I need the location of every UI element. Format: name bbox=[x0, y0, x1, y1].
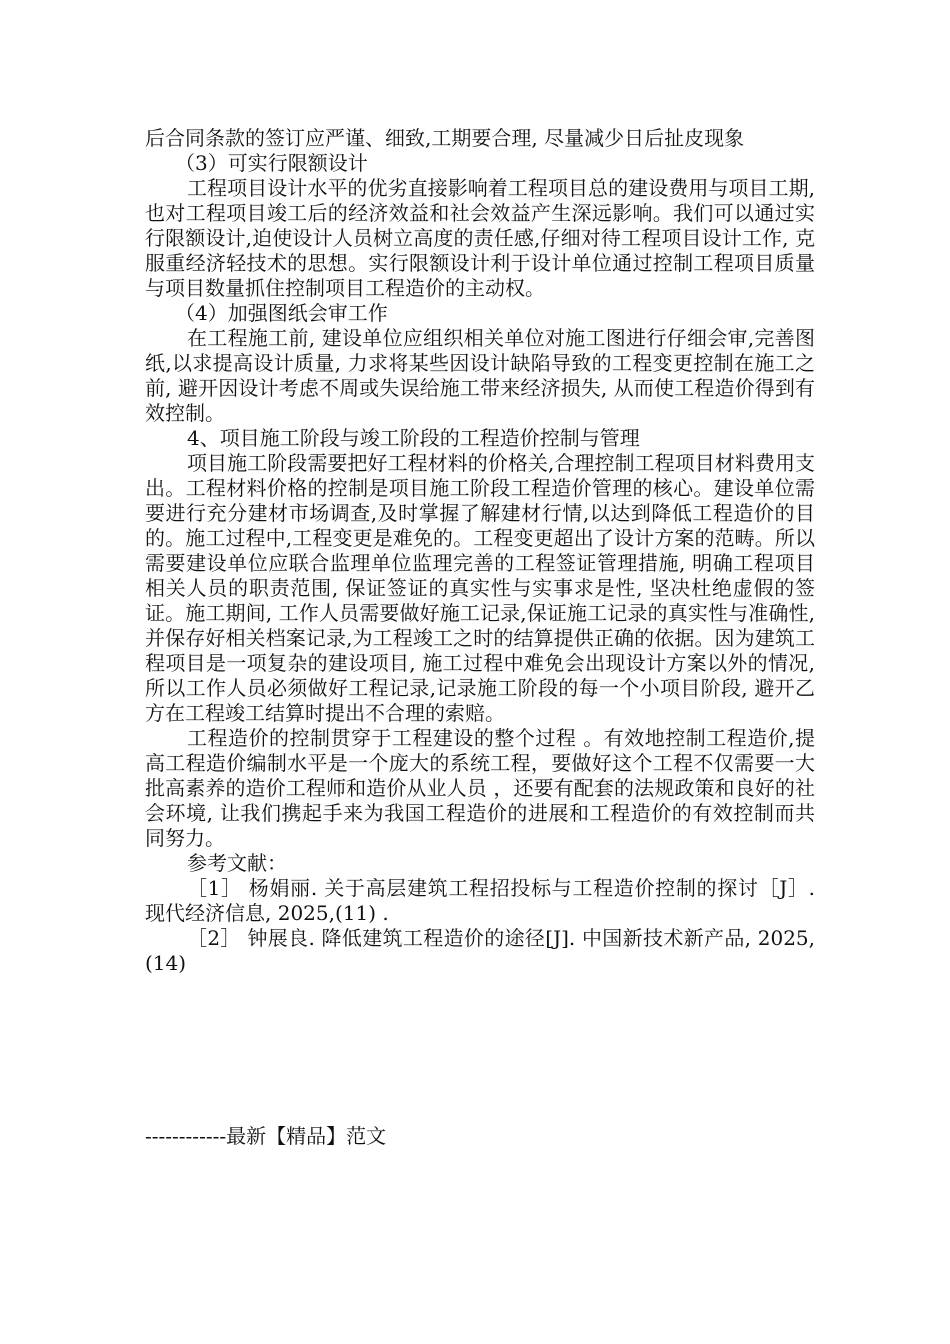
paragraph-conclusion: 工程造价的控制贯穿于工程建设的整个过程 。有效地控制工程造价,提高工程造价编制水平是一个庞大的系统工程，要做好这个工程不仅需要一大批高素养的造价工程师和造价从业人员 ，还要有配套的法规政策和良好的社会环境, 让我们携起手来为我国工程造价的进展和工程造价的有效控制而共同努力。 bbox=[145, 726, 815, 850]
reference-item-2: ［2］ 钟展良. 降低建筑工程造价的途径[J]. 中国新技术新产品, 2025,(14) bbox=[145, 926, 815, 975]
paragraph-limit-design: 工程项目设计水平的优劣直接影响着工程项目总的建设费用与项目工期, 也对工程项目竣工后的经济效益和社会效益产生深远影响。我们可以通过实行限额设计,迫使设计人员树立高度的责任感,仔细对待工程项目设计工作, 克服重经济轻技术的思想。实行限额设计利于设计单位通过控制工程项目质量与项目数量抓住控制项目工程造价的主动权。 bbox=[145, 176, 815, 300]
heading-construction-stage: 4、项目施工阶段与竣工阶段的工程造价控制与管理 bbox=[187, 426, 640, 450]
document-body bbox=[145, 126, 815, 976]
heading-limit-design: （3）可实行限额设计 bbox=[175, 151, 368, 175]
paragraph-construction-stage: 项目施工阶段需要把好工程材料的价格关,合理控制工程项目材料费用支出。工程材料价格的控制是项目施工阶段工程造价管理的核心。建设单位需要进行充分建材市场调查,及时掌握了解建材行情,以达到降低工程造价的目的。施工过程中,工程变更是难免的。工程变更超出了设计方案的范畴。所以需要建设单位应联合监理单位监理完善的工程签证管理措施, 明确工程项目相关人员的职责范围, 保证签证的真实性与实事求是性, 坚决杜绝虚假的签证。施工期间, 工作人员需要做好施工记录,保证施工记录的真实性与准确性,并保存好相关档案记录,为工程竣工之时的结算提供正确的依据。因为建筑工程项目是一项复杂的建设项目, 施工过程中难免会出现设计方案以外的情况, 所以工作人员必须做好工程记录,记录施工阶段的每一个小项目阶段, 避开乙方在工程竣工结算时提出不合理的索赔。 bbox=[145, 451, 815, 725]
footer-text: ------------最新【精品】范文 bbox=[145, 1124, 387, 1148]
paragraph-contract-terms: 后合同条款的签订应严谨、细致,工期要合理, 尽量减少日后扯皮现象 bbox=[145, 126, 745, 150]
references-heading: 参考文献： bbox=[187, 851, 287, 875]
reference-item-1: ［1］ 杨娟丽. 关于高层建筑工程招投标与工程造价控制的探讨［J］. 现代经济信息, 2025,(11) . bbox=[145, 876, 815, 925]
heading-drawing-review: （4）加强图纸会审工作 bbox=[175, 301, 388, 325]
paragraph-drawing-review: 在工程施工前, 建设单位应组织相关单位对施工图进行仔细会审,完善图纸,以求提高设计质量, 力求将某些因设计缺陷导致的工程变更控制在施工之前, 避开因设计考虑不周或失误给施工带来经济损失, 从而使工程造价得到有效控制。 bbox=[145, 326, 815, 425]
